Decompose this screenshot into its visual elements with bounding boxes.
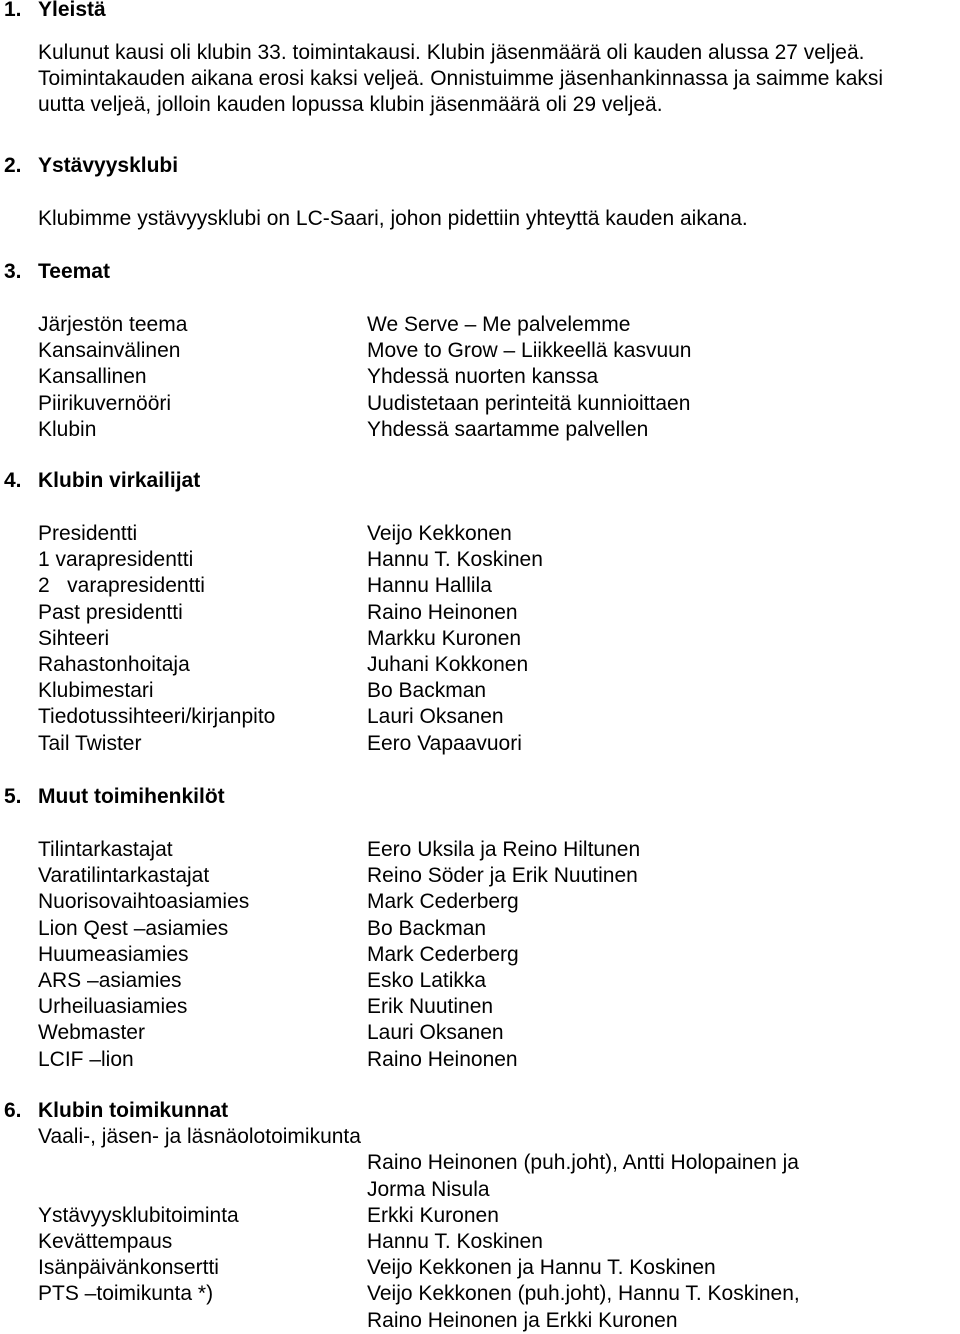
official-row <box>0 1047 960 1073</box>
official-name: Bo Backman <box>367 916 487 940</box>
theme-label: Klubin <box>38 417 97 441</box>
committee-row <box>0 1203 960 1229</box>
committee-members: Raino Heinonen ja Erkki Kuronen <box>367 1308 678 1332</box>
section-heading <box>0 784 960 810</box>
officer-role: Sihteeri <box>38 626 110 650</box>
section-number: 2. <box>4 154 22 177</box>
official-row <box>0 968 960 994</box>
section-number: 4. <box>4 469 22 492</box>
committee-row <box>0 1150 960 1176</box>
section-number: 6. <box>4 1099 22 1122</box>
section-heading <box>0 153 960 179</box>
official-role: Urheiluasiamies <box>38 995 188 1019</box>
officer-name: Juhani Kokkonen <box>367 652 529 676</box>
official-row <box>0 942 960 968</box>
theme-row <box>0 417 960 443</box>
officer-row <box>0 704 960 730</box>
section-title: Ystävyysklubi <box>38 154 179 177</box>
committee-row <box>0 1281 960 1307</box>
section-title: Muut toimihenkilöt <box>38 785 225 808</box>
committee-members: Veijo Kekkonen ja Hannu T. Koskinen <box>367 1256 716 1280</box>
section-friendship-club <box>0 153 960 230</box>
official-role: Webmaster <box>38 1021 145 1045</box>
official-role: LCIF –lion <box>38 1047 134 1071</box>
official-role: Huumeasiamies <box>38 942 189 966</box>
section-number: 5. <box>4 785 22 808</box>
theme-row <box>0 312 960 338</box>
officer-name: Raino Heinonen <box>367 600 518 624</box>
committee-members: Erkki Kuronen <box>367 1203 499 1227</box>
official-row <box>0 1020 960 1046</box>
section-title: Klubin toimikunnat <box>38 1099 229 1122</box>
official-row <box>0 837 960 863</box>
committee-name: PTS –toimikunta *) <box>38 1282 214 1306</box>
committee-members: Raino Heinonen (puh.joht), Antti Holopainen ja <box>367 1151 799 1175</box>
official-row <box>0 994 960 1020</box>
friendship-club-text <box>38 206 953 232</box>
official-role: Nuorisovaihtoasiamies <box>38 890 250 914</box>
officer-row <box>0 626 960 652</box>
officer-row <box>0 731 960 757</box>
official-name: Eero Uksila ja Reino Hiltunen <box>367 838 641 861</box>
official-name: Esko Latikka <box>367 968 487 992</box>
committee-members: Veijo Kekkonen (puh.joht), Hannu T. Koskinen, <box>367 1282 800 1306</box>
officers-list <box>0 521 960 757</box>
paragraph-line: Kulunut kausi oli klubin 33. toimintakausi. Klubin jäsenmäärä oli kauden alussa 27 veljeä. <box>38 41 865 64</box>
section-title: Klubin virkailijat <box>38 469 201 492</box>
official-role: ARS –asiamies <box>38 968 182 992</box>
theme-label: Kansainvälinen <box>38 339 181 363</box>
committee-members: Hannu T. Koskinen <box>367 1229 543 1253</box>
themes-list <box>0 312 960 443</box>
paragraph-line: Toimintakauden aikana erosi kaksi veljeä. Onnistuimme jäsenhankinnassa ja saimme kaksi <box>38 67 884 91</box>
official-role: Lion Qest –asiamies <box>38 916 229 940</box>
theme-value: Yhdessä nuorten kanssa <box>367 365 599 389</box>
theme-row <box>0 364 960 390</box>
officer-name: Markku Kuronen <box>367 626 522 650</box>
officer-role: 2 varapresidentti <box>38 574 205 598</box>
theme-label: Järjestön teema <box>38 313 188 336</box>
officer-row <box>0 652 960 678</box>
committees-list <box>0 1150 960 1333</box>
official-name: Mark Cederberg <box>367 942 519 966</box>
officer-name: Lauri Oksanen <box>367 705 504 729</box>
officials-list <box>0 837 960 1073</box>
officer-role: Rahastonhoitaja <box>38 652 190 676</box>
official-role: Varatilintarkastajat <box>38 864 210 888</box>
officer-row <box>0 547 960 573</box>
section-general <box>0 0 960 117</box>
official-row <box>0 889 960 915</box>
officer-role: 1 varapresidentti <box>38 548 194 572</box>
theme-value: We Serve – Me palvelemme <box>367 313 631 336</box>
section-heading <box>0 1098 960 1124</box>
general-paragraph <box>38 40 953 119</box>
section-number: 3. <box>4 260 22 283</box>
officer-name: Veijo Kekkonen <box>367 522 512 545</box>
committee-name: Kevättempaus <box>38 1229 173 1253</box>
committee-row <box>0 1255 960 1281</box>
officer-role: Past presidentti <box>38 600 183 624</box>
officer-role: Klubimestari <box>38 679 154 703</box>
section-themes <box>0 259 960 441</box>
committee-row <box>0 1229 960 1255</box>
officer-name: Bo Backman <box>367 679 487 703</box>
officer-name: Eero Vapaavuori <box>367 731 522 755</box>
officer-role: Tail Twister <box>38 731 142 755</box>
official-name: Lauri Oksanen <box>367 1021 504 1045</box>
section-number: 1. <box>4 0 22 21</box>
paragraph-line: Klubimme ystävyysklubi on LC-Saari, johon pidettiin yhteyttä kauden aikana. <box>38 207 748 230</box>
official-row <box>0 916 960 942</box>
official-name: Reino Söder ja Erik Nuutinen <box>367 864 638 888</box>
officer-row <box>0 573 960 599</box>
committee-name: Isänpäivänkonsertti <box>38 1256 219 1280</box>
officer-name: Hannu T. Koskinen <box>367 548 543 572</box>
officer-name: Hannu Hallila <box>367 574 492 598</box>
theme-value: Move to Grow – Liikkeellä kasvuun <box>367 339 692 363</box>
theme-value: Yhdessä saartamme palvellen <box>367 417 649 441</box>
section-title: Yleistä <box>38 0 106 21</box>
committee-row <box>0 1308 960 1334</box>
committee-subheading: Vaali-, jäsen- ja läsnäolotoimikunta <box>38 1125 361 1149</box>
officer-role: Presidentti <box>38 522 138 545</box>
theme-row <box>0 391 960 417</box>
officer-role: Tiedotussihteeri/kirjanpito <box>38 705 276 729</box>
official-row <box>0 863 960 889</box>
section-heading <box>0 468 960 494</box>
theme-label: Kansallinen <box>38 365 147 389</box>
committee-members: Jorma Nisula <box>367 1177 490 1201</box>
section-heading <box>0 0 960 23</box>
theme-label: Piirikuvernööri <box>38 391 172 415</box>
officer-row <box>0 521 960 547</box>
committee-name: Ystävyysklubitoiminta <box>38 1203 239 1227</box>
committee-row <box>0 1177 960 1203</box>
official-name: Raino Heinonen <box>367 1047 518 1071</box>
section-committees <box>0 1098 960 1332</box>
official-name: Mark Cederberg <box>367 890 519 914</box>
official-name: Erik Nuutinen <box>367 995 494 1019</box>
theme-value: Uudistetaan perinteitä kunnioittaen <box>367 391 691 415</box>
section-other-officials <box>0 784 960 1071</box>
section-officers <box>0 468 960 755</box>
official-role: Tilintarkastajat <box>38 838 173 861</box>
section-heading <box>0 259 960 285</box>
officer-row <box>0 600 960 626</box>
section-title: Teemat <box>38 260 110 283</box>
officer-row <box>0 678 960 704</box>
paragraph-line: uutta veljeä, jolloin kauden lopussa klubin jäsenmäärä oli 29 veljeä. <box>38 93 663 117</box>
theme-row <box>0 338 960 364</box>
